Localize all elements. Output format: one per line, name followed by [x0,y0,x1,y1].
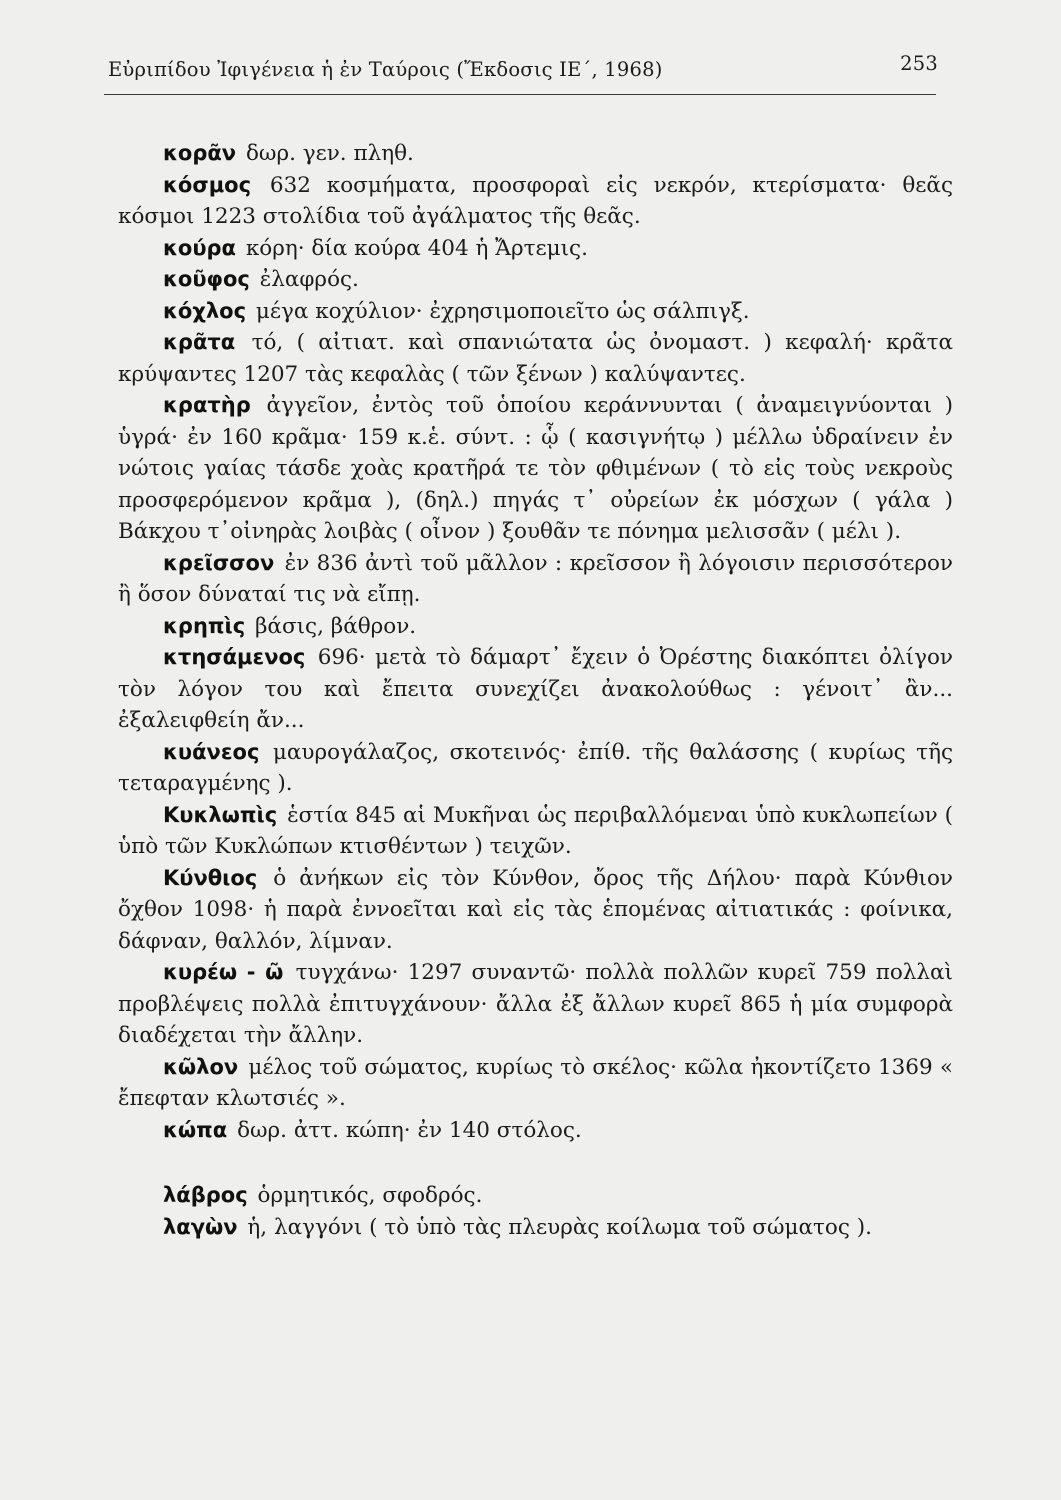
headword: κτησάμενος [163,645,306,669]
definition: ἡ, λαγγόνι ( τὸ ὑπὸ τὰς πλευρὰς κοίλωμα τοῦ σώματος ). [247,1214,872,1240]
definition: 632 κοσμήματα, προσφοραὶ εἰς νεκρόν, κτερίσματα· θεᾶς κόσμοι 1223 στολίδια τοῦ ἀγάλματος τῆς θεᾶς. [118,172,953,229]
definition: βάσις, βάθρον. [255,613,417,639]
definition: ἑστία 845 αἱ Μυκῆναι ὡς περιβαλλόμεναι ὑπὸ κυκλωπείων ( ὑπὸ τῶν Κυκλώπων κτισθέντων ) τειχῶν. [118,802,953,859]
glossary-entry [118,611,953,643]
definition: ἐν 836 ἀντὶ τοῦ μᾶλλον : κρεῖσσον ἢ λόγοισιν περισσότερον ἢ ὅσον δύναταί τις νὰ εἴπῃ. [118,550,953,607]
definition: δωρ. γεν. πληθ. [245,141,414,166]
page-number: 253 [900,52,938,75]
glossary-entry [118,390,953,548]
definition: μέλος τοῦ σώματος, κυρίως τὸ σκέλος· κῶλα ἠκοντίζετο 1369 « ἔπεφταν κλωτσιές ». [118,1054,953,1111]
headword: κῶλον [163,1054,239,1079]
glossary-entry [118,548,953,611]
headword: κρᾶτα [163,330,236,354]
headword: κόχλος [163,298,247,323]
headword: κοῦφος [163,267,250,291]
headword: λαγὼν [163,1214,238,1239]
glossary-entry [118,642,953,737]
definition: ὁρμητικός, σφοδρός. [257,1183,483,1208]
definition: ὁ ἀνήκων εἰς τὸν Κύνθον, ὄρος τῆς Δήλου· παρὰ Κύνθιον ὄχθον 1098· ἡ παρὰ ἐννοεῖται καὶ εἰς τὰς ἑπομένας αἰτιατικάς : φοίνικα, δάφναν, θαλλόν, λίμναν. [118,865,953,954]
definition: μαυρογάλαζος, σκοτεινός· ἐπίθ. τῆς θαλάσσης ( κυρίως τῆς τεταραγμένης ). [118,739,953,796]
glossary-entry [118,170,953,233]
headword: κρατὴρ [163,393,251,417]
definition: τό, ( αἰτιατ. καὶ σπανιώτατα ὡς ὀνομαστ. ) κεφαλή· κρᾶτα κρύψαντες 1207 τὰς κεφαλὰς ( τῶν ξένων ) καλύψαντες. [118,330,953,387]
headword: κόσμος [163,172,252,197]
glossary-entry [118,296,953,328]
glossary-entry [118,957,953,1052]
headword: κώπα [163,1117,228,1142]
headword: Κύνθιος [163,865,258,890]
glossary-entry [118,1180,953,1212]
glossary-entry [118,1115,953,1147]
headword: λάβρος [163,1183,248,1207]
glossary-entry [118,800,953,863]
running-title: Εὐριπίδου Ἰφιγένεια ἡ ἐν Ταύροις (Ἔκδοσις ΙΕ΄, 1968) [108,58,663,81]
glossary-entry [118,327,953,390]
glossary-body [118,138,953,1243]
headword: κορᾶν [163,141,237,165]
headword: κούρα [163,235,236,260]
headword: Κυκλωπὶς [163,802,278,827]
definition: κόρη· δία κούρα 404 ἡ Ἄρτεμις. [245,235,588,261]
glossary-entry [118,1052,953,1115]
glossary-entry [118,233,953,265]
headword: κυρέω - ῶ [163,960,284,984]
headword: κυάνεος [163,739,260,764]
definition: τυγχάνω· 1297 συναντῶ· πολλὰ πολλῶν κυρεῖ 759 πολλαὶ προβλέψεις πολλὰ ἐπιτυγχάνουν· ἄλλα ἐξ ἄλλων κυρεῖ 865 ἡ μία συμφορὰ διαδέχεται τὴν ἄλλην. [118,960,953,1048]
glossary-entry [118,138,953,170]
definition: ἀγγεῖον, ἐντὸς τοῦ ὁποίου κεράννυνται ( ἀναμειγνύονται ) ὑγρά· ἐν 160 κρᾶμα· 159 κ.ἑ. σύντ. : ᾧ ( κασιγνήτῳ ) μέλλω ὑδραίνειν ἐν νώτοις γαίας τάσδε χοὰς κρατῆρά τε τὸν φθιμένων ( τὸ εἰς τοὺς νεκροὺς προσφερόμενον κρᾶμα ), (δηλ.) πηγάς τ᾿ οὐρείων ἐκ μόσχων ( γάλα ) Βάκχου τ᾿οἰνηρὰς λοιβὰς ( οἶνον ) ξουθᾶν τε πόνημα μελισσᾶν ( μέλι ). [118,393,953,544]
glossary-entry [118,264,953,296]
glossary-entry [118,737,953,800]
definition: μέγα κοχύλιον· ἐχρησιμοποιεῖτο ὡς σάλπιγξ. [255,298,750,324]
glossary-entry [118,1212,953,1244]
definition: ἐλαφρός. [259,267,359,292]
definition: δωρ. ἀττ. κώπη· ἐν 140 στόλος. [237,1117,582,1143]
header-rule [104,94,936,95]
headword: κρηπὶς [163,613,246,638]
headword: κρεῖσσον [163,550,275,575]
definition: 696· μετὰ τὸ δάμαρτ᾿ ἔχειν ὁ Ὀρέστης διακόπτει ὀλίγον τὸν λόγον του καὶ ἔπειτα συνεχίζει ἀνακολούθως : γένοιτ᾿ ἂν... ἐξαλειφθείη ἄν... [118,645,953,733]
glossary-entry [118,863,953,958]
